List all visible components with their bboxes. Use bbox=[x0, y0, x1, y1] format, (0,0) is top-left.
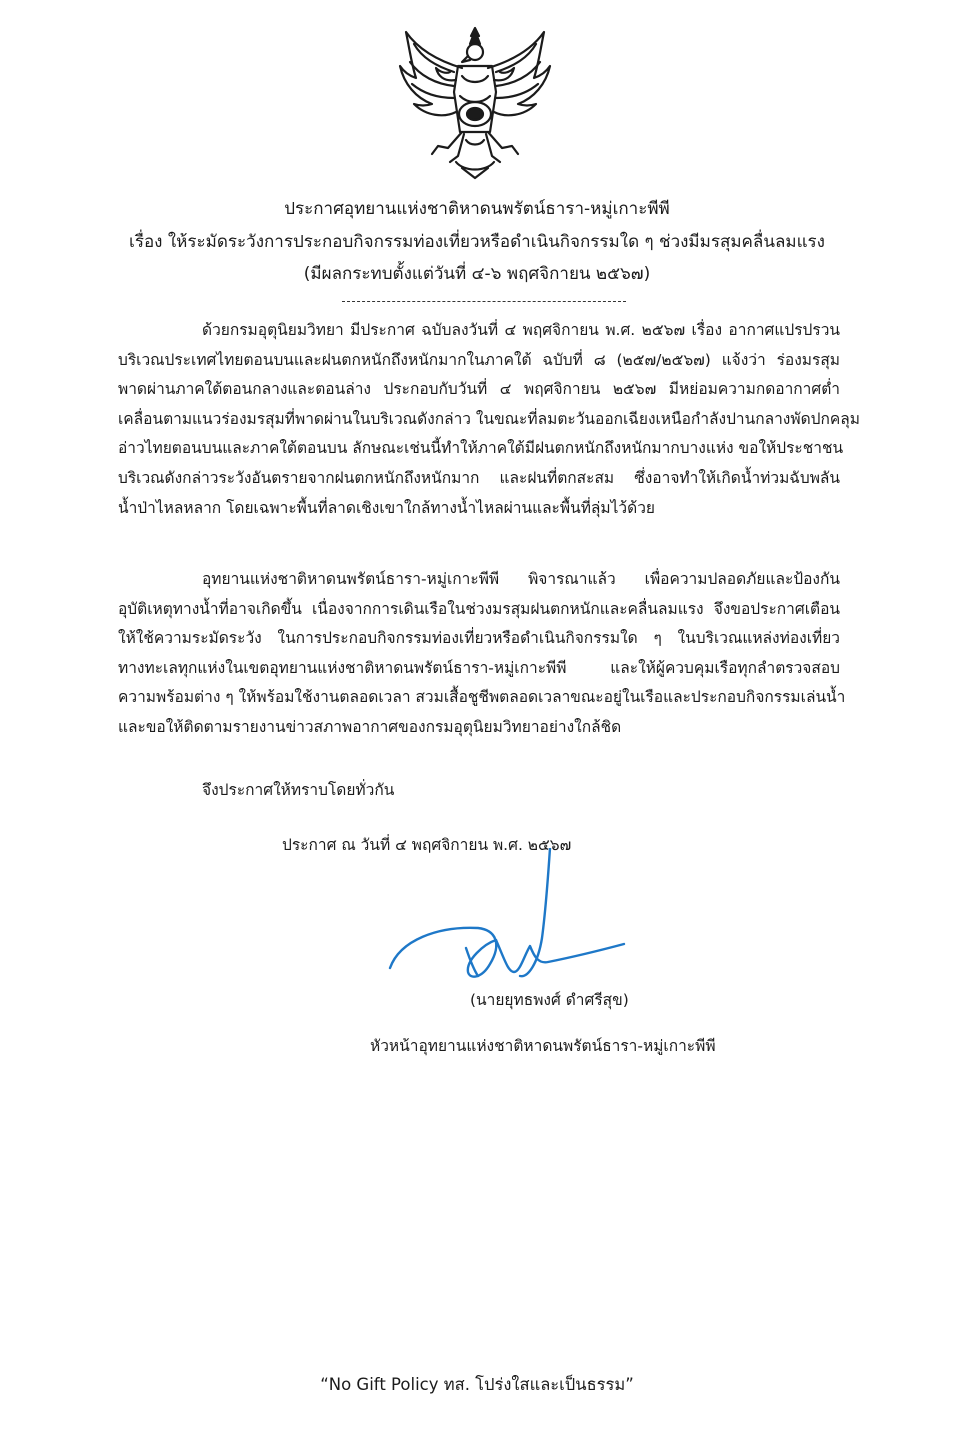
handwritten-signature bbox=[378, 848, 638, 998]
paragraph-line: อ่าวไทยตอนบนและภาคใต้ตอนบน ลักษณะเช่นนี้ทำให้ภาคใต้มีฝนตกหนักถึงหนักมากบางแห่ง ขอให้ประชาชน bbox=[118, 439, 844, 458]
header-divider bbox=[342, 301, 626, 302]
signer-name: (นายยุทธพงศ์ ดำศรีสุข) bbox=[470, 991, 629, 1009]
signer-position: หัวหน้าอุทยานแห่งชาติหาดนพรัตน์ธารา-หมู่เกาะพีพี bbox=[370, 1037, 716, 1055]
paragraph-line: อุทยานแห่งชาติหาดนพรัตน์ธารา-หมู่เกาะพีพี พิจารณาแล้ว เพื่อความปลอดภัยและป้องกัน bbox=[202, 570, 840, 588]
paragraph-line: บริเวณดังกล่าวระวังอันตรายจากฝนตกหนักถึงหนักมาก และฝนที่ตกสะสม ซึ่งอาจทำให้เกิดน้ำท่วมฉับพลัน bbox=[118, 468, 840, 487]
paragraph-line: พาดผ่านภาคใต้ตอนกลางและตอนล่าง ประกอบกับวันที่ ๔ พฤศจิกายน ๒๕๖๗ มีหย่อมความกดอากาศต่ำ bbox=[118, 380, 840, 399]
paragraph-line: บริเวณประเทศไทยตอนบนและฝนตกหนักถึงหนักมากในภาคใต้ ฉบับที่ ๘ (๒๕๗/๒๕๖๗) แจ้งว่า ร่องมรสุม bbox=[118, 350, 840, 369]
paragraph-line: น้ำป่าไหลหลาก โดยเฉพาะพื้นที่ลาดเชิงเขาใกล้ทางน้ำไหลผ่านและพื้นที่ลุ่มไว้ด้วย bbox=[118, 498, 655, 517]
paragraph-weather-notice bbox=[118, 316, 860, 523]
paragraph-line: ด้วยกรมอุตุนิยมวิทยา มีประกาศ ฉบับลงวันที่ ๔ พฤศจิกายน พ.ศ. ๒๕๖๗ เรื่อง อากาศแปรปรวน bbox=[202, 321, 840, 339]
paragraph-park-warning bbox=[118, 565, 846, 743]
org-title: ประกาศอุทยานแห่งชาติหาดนพรัตน์ธารา-หมู่เกาะพีพี bbox=[284, 199, 670, 219]
paragraph-line: เคลื่อนตามแนวร่องมรสุมที่พาดผ่านในบริเวณดังกล่าว ในขณะที่ลมตะวันออกเฉียงเหนือกำลังปานกลางพัดปกคลุม bbox=[118, 409, 860, 428]
closing-line: จึงประกาศให้ทราบโดยทั่วกัน bbox=[202, 781, 395, 799]
subject-line: เรื่อง ให้ระมัดระวังการประกอบกิจกรรมท่องเที่ยวหรือดำเนินกิจกรรมใด ๆ ช่วงมีมรสุมคลื่นลมแรง bbox=[129, 232, 825, 252]
paragraph-line: ความพร้อมต่าง ๆ ให้พร้อมใช้งานตลอดเวลา สวมเสื้อชูชีพตลอดเวลาขณะอยู่ในเรือและประกอบกิจกรรมเล่นน้ำ bbox=[118, 688, 846, 707]
paragraph-line: ทางทะเลทุกแห่งในเขตอุทยานแห่งชาติหาดนพรัตน์ธารา-หมู่เกาะพีพี และให้ผู้ควบคุมเรือทุกลำตรวจสอบ bbox=[118, 658, 840, 677]
paragraph-line: ให้ใช้ความระมัดระวัง ในการประกอบกิจกรรมท่องเที่ยวหรือดำเนินกิจกรรมใด ๆ ในบริเวณแหล่งท่องเที่ยว bbox=[118, 629, 840, 648]
effective-date-line: (มีผลกระทบตั้งแต่วันที่ ๔-๖ พฤศจิกายน ๒๕๖๗) bbox=[303, 264, 651, 284]
date-line: ประกาศ ณ วันที่ ๔ พฤศจิกายน พ.ศ. ๒๕๖๗ bbox=[282, 836, 572, 854]
paragraph-line: อุบัติเหตุทางน้ำที่อาจเกิดขึ้น เนื่องจากการเดินเรือในช่วงมรสุมฝนตกหนักและคลื่นลมแรง จึงขอประกาศเตือน bbox=[118, 599, 840, 618]
no-gift-policy-footer: “No Gift Policy ทส. โปร่งใสและเป็นธรรม” bbox=[320, 1375, 634, 1394]
garuda-emblem-icon bbox=[392, 22, 558, 182]
paragraph-line: และขอให้ติดตามรายงานข่าวสภาพอากาศของกรมอุตุนิยมวิทยาอย่างใกล้ชิด bbox=[118, 717, 622, 736]
